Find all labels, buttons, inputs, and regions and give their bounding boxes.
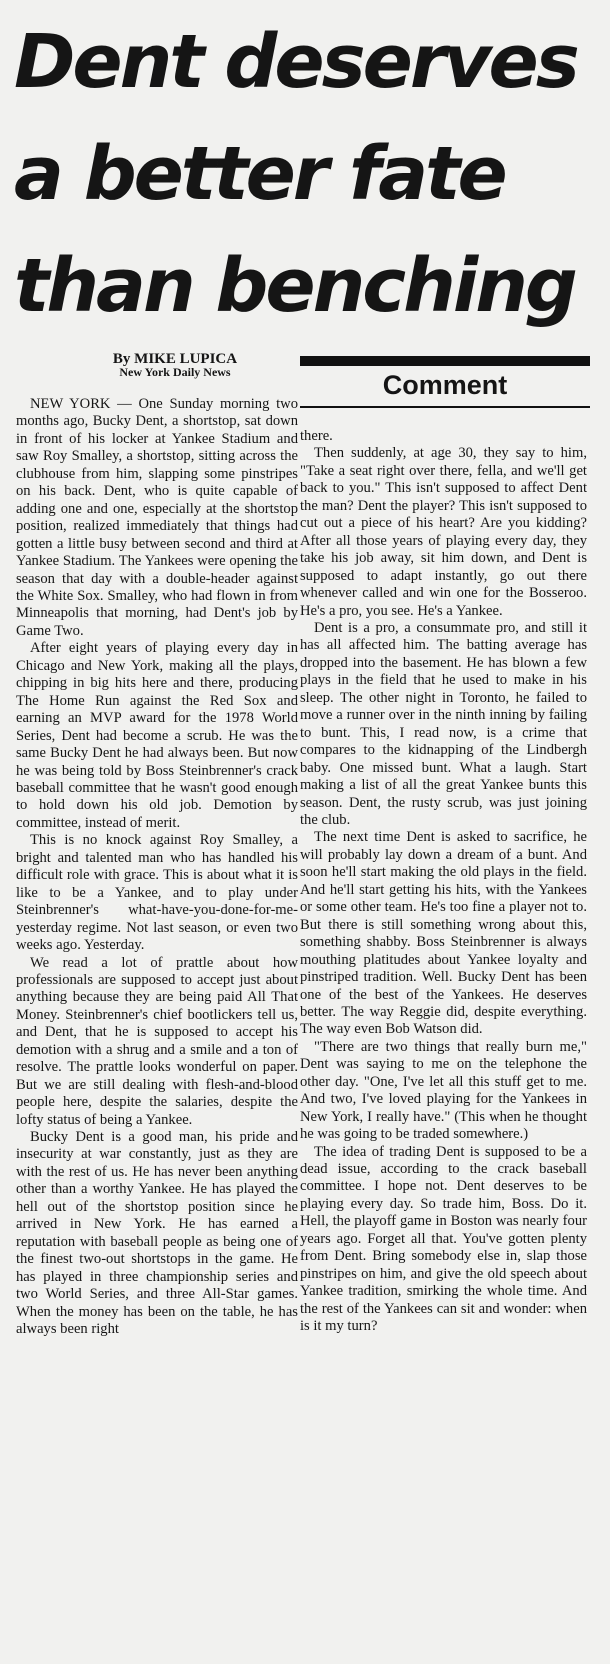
headline xyxy=(14,6,599,342)
section-label: Comment xyxy=(382,370,508,400)
paragraph: The next time Dent is asked to sacrifice, he will probably lay down a dream of a bunt. And soon he'll start making the old plays in the field. And he'll start getting his hits, with the Yankees or some other team. He's too fine a player not to. But there is still something wrong about this, something shabby. Boss Steinbrenner is always mouthing platitudes about Yankee loyalty and pinstriped tradition. Well. Bucky Dent has been one of the best of the Yankees. He deserves better. The way Reggie did, despite everything. The way even Bob Watson did. xyxy=(300,829,587,1038)
paragraph: This is no knock against Roy Smalley, a bright and talented man who has handled his difficult role with grace. This is about what it is like to be a Yankee, and to play under Steinbrenner's what-have-you-done-for-me-yesterday regime. Not last season, or even two weeks ago. Yesterday. xyxy=(16,832,298,954)
byline xyxy=(60,353,290,379)
paragraph: "There are two things that really burn me," Dent was saying to me on the telephone the other day. "One, I've let all this stuff get to me. And two, I've loved playing for the Yankees in New York, I really have." (This when he thought he was going to be traded somewhere.) xyxy=(300,1038,587,1143)
paragraph: there. xyxy=(300,428,333,444)
paragraph: NEW YORK — One Sunday morning two months ago, Bucky Dent, a shortstop, sat down in front of his locker at Yankee Stadium and saw Roy Smalley, a shortstop, sitting across the clubhouse from him, slapping some pinstripes on his back. Dent, who is quite capable of adding one and one, especially at the shortstop position, realized immediately that things had gotten a little busy between second and third at Yankee Stadium. The Yankees were opening the season that day with a double-header against the White Sox. Smalley, who had flown in from Minneapolis that morning, had Dent's job by Game Two. xyxy=(16,396,298,639)
section-rule-top xyxy=(300,356,590,366)
paragraph: Then suddenly, at age 30, they say to him, "Take a seat right over there, fella, and we'll get back to you." This isn't supposed to affect Dent the man? Dent the player? This isn't supposed to cut out a piece of his heart? Are you kidding? After all those years of playing every day, they take his job away, sit him down, and Dent is supposed to adapt instantly, go out there whenever called and win one for the Bosseroo. He's a pro, you see. He's a Yankee. xyxy=(300,445,587,619)
headline-line-1: Dent deserves xyxy=(14,19,577,105)
byline-author: By MIKE LUPICA xyxy=(112,351,238,367)
section-rule-bottom xyxy=(300,406,590,408)
headline-line-3: than benching xyxy=(14,243,575,329)
paragraph: Dent is a pro, a consummate pro, and still it has all affected him. The batting average has dropped into the basement. He has blown a few plays in the field that he used to make in his sleep. The other night in Toronto, he failed to move a runner over in the ninth inning by failing to bunt. This, I read now, is a crime that compares to the kidnapping of the Lindbergh baby. One missed bunt. What a laugh. Start making a list of all the great Yankee bunts this season. Dent, the rusty scrub, was just joining the club. xyxy=(300,619,587,828)
paragraph: We read a lot of prattle about how professionals are supposed to accept just about anything because they are being paid All That Money. Steinbrenner's chief bootlickers tell us, and Dent, that he is supposed to accept his demotion with a shrug and a smile and a ton of resolve. The prattle looks wonderful on paper. But we are still dealing with flesh-and-blood people here, despite the salaries, despite the lofty status of being a Yankee. xyxy=(16,954,298,1128)
headline-line-2: a better fate xyxy=(14,131,505,217)
paragraph: The idea of trading Dent is supposed to be a dead issue, according to the crack baseball committee. I hope not. Dent deserves to be playing every day. So trade him, Boss. Do it. Hell, the playoff game in Boston was nearly four years ago. Forget all that. You've gotten plenty from Dent. Bring somebody else in, slap those pinstripes on him, and give the old speech about Yankee tradition, smirking the whole time. And the rest of the Yankees can sit and wonder: when is it my turn? xyxy=(300,1143,587,1335)
byline-paper: New York Daily News xyxy=(119,365,231,379)
paragraph: Bucky Dent is a good man, his pride and insecurity at war constantly, just as they are with the rest of us. He has never been anything other than a worthy Yankee. He has played the hell out of the shortstop position since he arrived in New York. He has earned a reputation with baseball people as being one of the finest two-out shortstops in the game. He has played in three championship series and two World Series, and three All-Star games. When the money has been on the table, he has always been right xyxy=(16,1129,298,1338)
article-column-left xyxy=(16,396,298,1338)
paragraph: After eight years of playing every day in Chicago and New York, making all the plays, chipping in big hits here and there, producing The Home Run against the Red Sox and earning an MVP award for the 1978 World Series, Dent had become a scrub. He was the same Bucky Dent he had always been. But now he was being told by Boss Steinbrenner's crack baseball committee that he wasn't good enough to hold down his old job. Demotion by committee, instead of merit. xyxy=(16,640,298,831)
article-column-right xyxy=(300,428,587,1336)
